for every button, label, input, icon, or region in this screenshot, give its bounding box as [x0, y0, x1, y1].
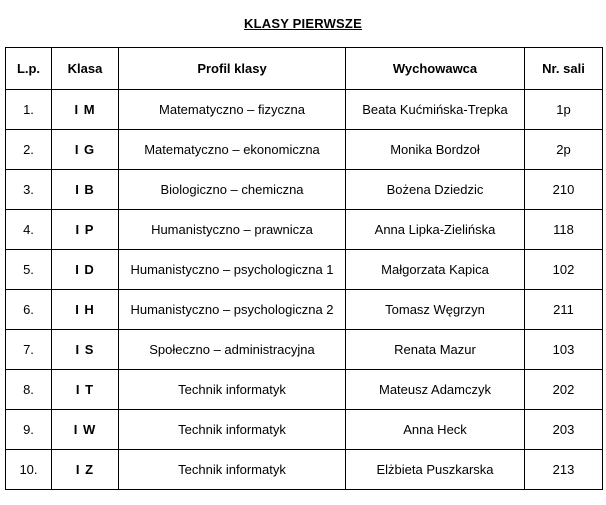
- cell-wychowawca: Anna Lipka-Zielińska: [346, 210, 525, 250]
- cell-klasa: I H: [52, 290, 119, 330]
- cell-klasa: I P: [52, 210, 119, 250]
- cell-klasa: I B: [52, 170, 119, 210]
- cell-klasa: I G: [52, 130, 119, 170]
- table-row: [6, 290, 603, 330]
- cell-profil: Technik informatyk: [119, 410, 346, 450]
- table-row: [6, 170, 603, 210]
- cell-profil: Humanistyczno – prawnicza: [119, 210, 346, 250]
- table-row: [6, 450, 603, 490]
- header-klasa: Klasa: [52, 48, 119, 90]
- cell-sala: 203: [525, 410, 603, 450]
- cell-sala: 2p: [525, 130, 603, 170]
- cell-profil: Społeczno – administracyjna: [119, 330, 346, 370]
- table-row: [6, 370, 603, 410]
- cell-lp: 6.: [6, 290, 52, 330]
- cell-klasa: I M: [52, 90, 119, 130]
- cell-profil: Technik informatyk: [119, 450, 346, 490]
- classes-table: [5, 47, 603, 490]
- cell-wychowawca: Tomasz Węgrzyn: [346, 290, 525, 330]
- cell-klasa: I T: [52, 370, 119, 410]
- cell-wychowawca: Bożena Dziedzic: [346, 170, 525, 210]
- table-row: [6, 410, 603, 450]
- cell-wychowawca: Monika Bordzoł: [346, 130, 525, 170]
- cell-lp: 8.: [6, 370, 52, 410]
- cell-lp: 5.: [6, 250, 52, 290]
- cell-sala: 102: [525, 250, 603, 290]
- cell-profil: Humanistyczno – psychologiczna 2: [119, 290, 346, 330]
- cell-wychowawca: Renata Mazur: [346, 330, 525, 370]
- cell-sala: 211: [525, 290, 603, 330]
- table-row: [6, 130, 603, 170]
- cell-wychowawca: Beata Kućmińska-Trepka: [346, 90, 525, 130]
- cell-profil: Matematyczno – fizyczna: [119, 90, 346, 130]
- cell-klasa: I S: [52, 330, 119, 370]
- cell-sala: 202: [525, 370, 603, 410]
- cell-lp: 1.: [6, 90, 52, 130]
- cell-lp: 3.: [6, 170, 52, 210]
- header-row: [6, 48, 603, 90]
- cell-lp: 2.: [6, 130, 52, 170]
- table-row: [6, 330, 603, 370]
- table-header: [6, 48, 603, 90]
- cell-sala: 213: [525, 450, 603, 490]
- header-profil: Profil klasy: [119, 48, 346, 90]
- table-body: [6, 90, 603, 490]
- cell-profil: Matematyczno – ekonomiczna: [119, 130, 346, 170]
- cell-sala: 103: [525, 330, 603, 370]
- table-row: [6, 250, 603, 290]
- header-sala: Nr. sali: [525, 48, 603, 90]
- header-lp: L.p.: [6, 48, 52, 90]
- table-row: [6, 210, 603, 250]
- cell-wychowawca: Małgorzata Kapica: [346, 250, 525, 290]
- cell-profil: Biologiczno – chemiczna: [119, 170, 346, 210]
- cell-sala: 210: [525, 170, 603, 210]
- cell-klasa: I W: [52, 410, 119, 450]
- cell-wychowawca: Mateusz Adamczyk: [346, 370, 525, 410]
- table-row: [6, 90, 603, 130]
- cell-lp: 9.: [6, 410, 52, 450]
- cell-profil: Humanistyczno – psychologiczna 1: [119, 250, 346, 290]
- cell-lp: 4.: [6, 210, 52, 250]
- cell-klasa: I Z: [52, 450, 119, 490]
- cell-klasa: I D: [52, 250, 119, 290]
- page-title: KLASY PIERWSZE: [244, 16, 362, 31]
- header-wychowawca: Wychowawca: [346, 48, 525, 90]
- cell-lp: 7.: [6, 330, 52, 370]
- cell-sala: 1p: [525, 90, 603, 130]
- cell-wychowawca: Anna Heck: [346, 410, 525, 450]
- cell-profil: Technik informatyk: [119, 370, 346, 410]
- cell-sala: 118: [525, 210, 603, 250]
- cell-wychowawca: Elżbieta Puszkarska: [346, 450, 525, 490]
- cell-lp: 10.: [6, 450, 52, 490]
